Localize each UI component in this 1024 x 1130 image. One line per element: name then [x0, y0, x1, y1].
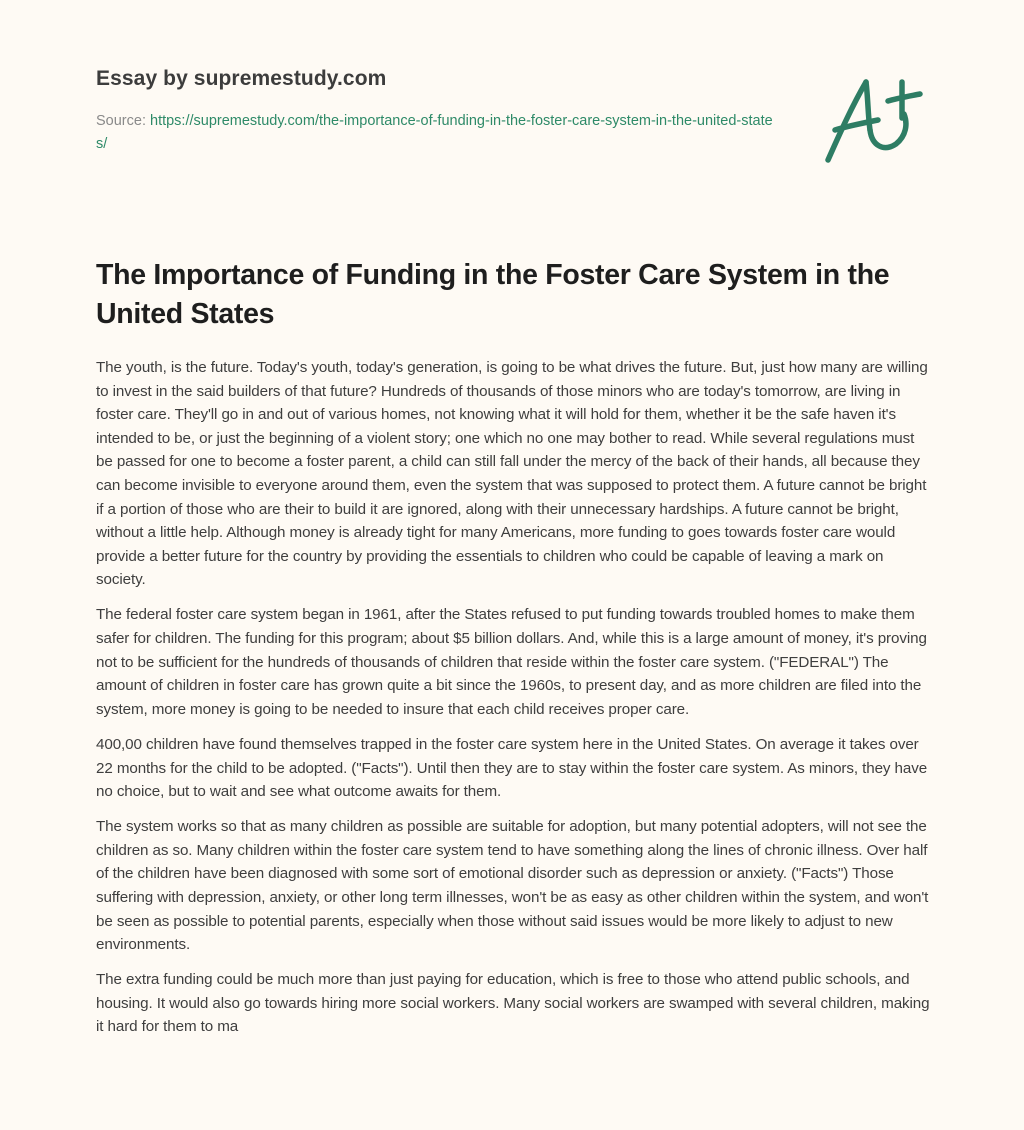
essay-header: [96, 66, 796, 156]
site-title: Essay by supremestudy.com: [96, 67, 387, 90]
essay-body: [96, 356, 932, 1051]
essay-paragraph: The youth, is the future. Today's youth, today's generation, is going to be what drives the future. But, just how many are willing to invest in the said builders of that future? Hundreds of thousands of those minors who are today's tomorrow, are living in foster care. They'll go in and out of various homes, not knowing what it will hold for them, whether it be the safe haven it's intended to be, or just the beginning of a violent story; one which no one may bother to read. While several regulations must be passed for one to become a foster parent, a child can still fall under the mercy of the back of their hands, all because they can become invisible to everyone around them, even the system that was supposed to protect them. A future cannot be bright if a portion of those who are their to build it are ignored, along with their unnecessary hardships. A future cannot be bright, without a little help. Although money is already tight for many Americans, more funding to goes towards foster care would provide a better future for the country by providing the essentials to children who could be capable of leaving a mark on society.: [96, 359, 928, 589]
essay-paragraph: The system works so that as many children as possible are suitable for adoption, but many potential adopters, will not see the children as so. Many children within the foster care system tend to have something along the lines of chronic illness. Over half of the children have been diagnosed with some sort of emotional disorder such as depression or anxiety. ("Facts") Those suffering with depression, anxiety, or other long term illnesses, won't be as easy as other children within the system, and won't be seen as possible to potential parents, especially when those without said issues would be more likely to adjust to new environments.: [96, 818, 929, 954]
source-link[interactable]: https://supremestudy.com/the-importance-of-funding-in-the-foster-care-system-in-the-united-states/: [96, 113, 773, 152]
essay-paragraph: The extra funding could be much more than just paying for education, which is free to those who attend public schools, and housing. It would also go towards hiring more social workers. Many social workers are swamped with several children, making it hard for them to ma: [96, 971, 930, 1036]
a-plus-grade-icon: [818, 68, 930, 168]
source-label: Source:: [96, 113, 150, 129]
essay-title: The Importance of Funding in the Foster Care System in the United States: [96, 259, 890, 330]
essay-paragraph: The federal foster care system began in 1961, after the States refused to put funding towards troubled homes to make them safer for children. The funding for this program; about $5 billion dollars. And, while this is a large amount of money, it's proving not to be sufficient for the hundreds of thousands of children that reside within the foster care system. ("FEDERAL") The amount of children in foster care has grown quite a bit since the 1960s, to present day, and as more children are filed into the system, more money is going to be needed to insure that each child receives proper care.: [96, 606, 927, 718]
source-line: [96, 110, 776, 156]
essay-paragraph: 400,00 children have found themselves trapped in the foster care system here in the United States. On average it takes over 22 months for the child to be adopted. ("Facts"). Until then they are to stay within the foster care system. As minors, they have no choice, but to wait and see what outcome awaits for them.: [96, 735, 928, 801]
